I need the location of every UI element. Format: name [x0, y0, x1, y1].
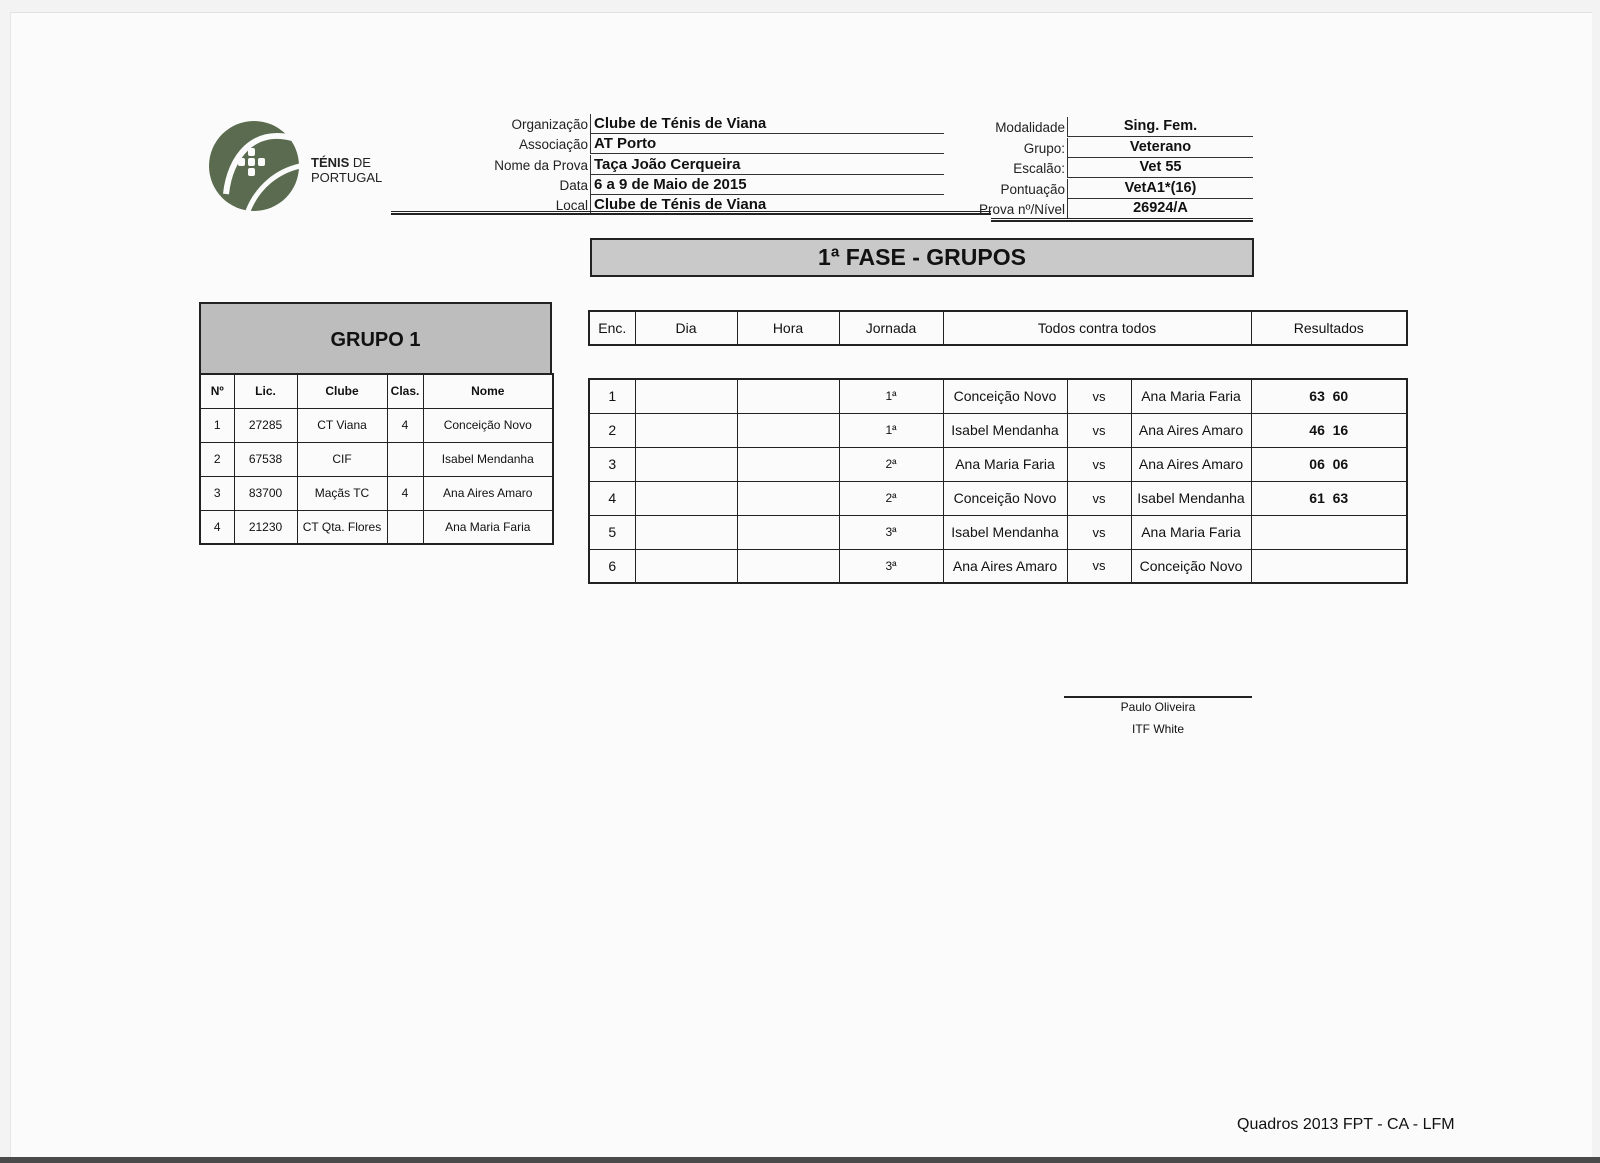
- header-double-rule: [391, 211, 991, 215]
- header-jornada: Jornada: [839, 311, 943, 345]
- table-row: 3 83700 Maçãs TC 4 Ana Aires Amaro: [200, 476, 553, 510]
- header-dia: Dia: [635, 311, 737, 345]
- info-row-local: Local Clube de Ténis de Viana: [460, 195, 944, 215]
- table-row: 3 2ª Ana Maria Faria vs Ana Aires Amaro 06 06: [589, 447, 1407, 481]
- info-row-nome-prova: Nome da Prova Taça João Cerqueira: [460, 155, 944, 175]
- phase-banner: 1ª FASE - GRUPOS: [590, 238, 1254, 277]
- group-table: [199, 302, 552, 545]
- group-title: GRUPO 1: [199, 302, 552, 373]
- logo-wordmark: TÉNIS DE PORTUGAL: [311, 155, 383, 185]
- table-row: 6 3ª Ana Aires Amaro vs Conceição Novo: [589, 549, 1407, 583]
- header-hora: Hora: [737, 311, 839, 345]
- table-row: 2 1ª Isabel Mendanha vs Ana Aires Amaro 46 16: [589, 413, 1407, 447]
- group-header-row: Nº Lic. Clube Clas. Nome: [200, 374, 553, 408]
- info-row-grupo: Grupo: Veterano: [950, 138, 1253, 158]
- info-row-escalao: Escalão: Vet 55: [950, 158, 1253, 178]
- info-row-organizacao: Organização Clube de Ténis de Viana: [460, 114, 944, 134]
- schedule-header: [588, 310, 1406, 346]
- tenis-portugal-logo-icon: [208, 116, 300, 216]
- page-footer: Quadros 2013 FPT - CA - LFM: [1237, 1116, 1455, 1133]
- signature-name: Paulo Oliveira: [1120, 700, 1196, 714]
- table-row: 1 27285 CT Viana 4 Conceição Novo: [200, 408, 553, 442]
- header-resultados: Resultados: [1251, 311, 1407, 345]
- table-row: 4 2ª Conceição Novo vs Isabel Mendanha 61 63: [589, 481, 1407, 515]
- scan-edge: [0, 1157, 1600, 1163]
- schedule-table: [588, 378, 1406, 584]
- signature-line: [1064, 696, 1252, 698]
- info-row-modalidade: Modalidade Sing. Fem.: [950, 117, 1253, 137]
- info-row-prova-nivel: Prova nº/Nível 26924/A: [950, 199, 1253, 219]
- header-todos: Todos contra todos: [943, 311, 1251, 345]
- info-row-associacao: Associação AT Porto: [460, 134, 944, 154]
- info-row-data: Data 6 a 9 de Maio de 2015: [460, 175, 944, 195]
- table-row: 5 3ª Isabel Mendanha vs Ana Maria Faria: [589, 515, 1407, 549]
- table-row: 2 67538 CIF Isabel Mendanha: [200, 442, 553, 476]
- header-enc: Enc.: [589, 311, 635, 345]
- table-row: 1 1ª Conceição Novo vs Ana Maria Faria 63 60: [589, 379, 1407, 413]
- table-row: 4 21230 CT Qta. Flores Ana Maria Faria: [200, 510, 553, 544]
- header-double-rule-right: [991, 218, 1253, 222]
- signature-role: ITF White: [1131, 722, 1184, 736]
- info-row-pontuacao: Pontuação VetA1*(16): [950, 179, 1253, 199]
